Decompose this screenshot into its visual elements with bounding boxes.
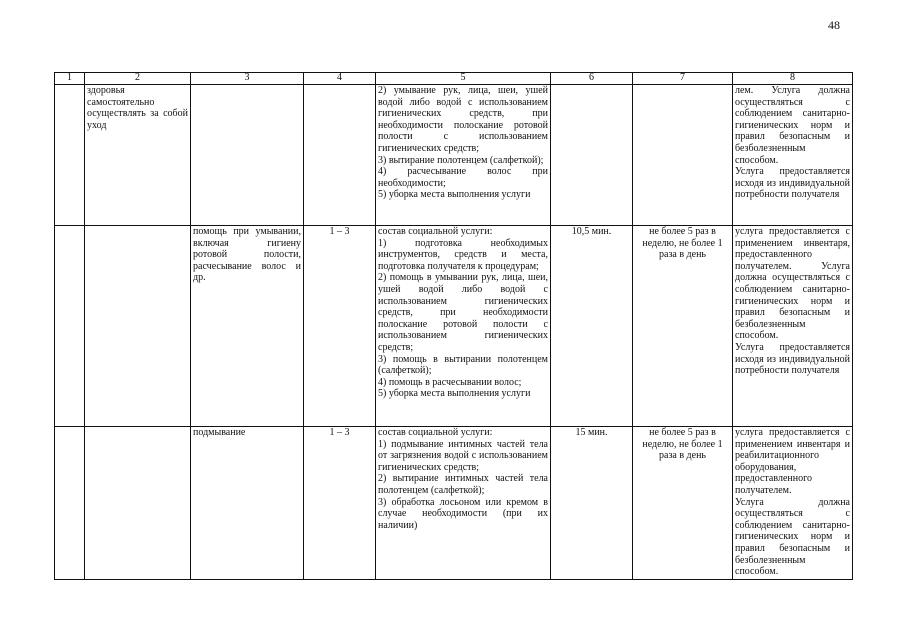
content-line: 1) подготовка необходимых инструментов, средств и места, подготовка получателя к процедурам; — [378, 237, 548, 272]
conditions-line: Услуга предоставляется исходя из индивидуальной потребности получателя — [735, 166, 850, 201]
cell-conditions — [733, 226, 853, 427]
col-header-8: 8 — [733, 73, 853, 85]
cell-service-category: здоровья самостоятельно осуществлять за собой уход — [85, 85, 191, 226]
col-header-4: 4 — [304, 73, 376, 85]
conditions-line: Услуга предоставляется исходя из индивидуальной потребности получателя — [735, 341, 850, 377]
table-row — [55, 85, 853, 226]
content-line: 1) подмывание интимных частей тела от загрязнения водой с использованием гигиенических средств; — [378, 438, 548, 473]
content-line: 3) вытирание полотенцем (салфеткой); — [378, 154, 544, 166]
cell-service-name: подмывание — [191, 427, 304, 580]
col-header-6: 6 — [551, 73, 633, 85]
col-header-7: 7 — [633, 73, 733, 85]
table-header-row — [55, 73, 853, 85]
cell-frequency: не более 5 раз в неделю, не более 1 раза в день — [633, 226, 733, 427]
conditions-line: лем. Услуга должна осуществляться с соблюдением санитарно-гигиенических норм и правил безопасным и безболезненным способом. — [735, 85, 850, 166]
content-line: 5) уборка места выполнения услуги — [378, 189, 531, 201]
content-line: 5) уборка места выполнения услуги — [378, 388, 531, 400]
col-header-3: 3 — [191, 73, 304, 85]
content-line: 3) обработка лосьоном или кремом в случае необходимости (при их наличии) — [378, 496, 548, 531]
col-header-5: 5 — [376, 73, 551, 85]
cell-service-category — [85, 226, 191, 427]
content-line: состав социальной услуги: — [378, 427, 493, 438]
col-header-1: 1 — [55, 73, 85, 85]
cell-conditions — [733, 427, 853, 580]
conditions-line: Услуга должна осуществляться с соблюдением санитарно-гигиенических норм и правил безопасным и безболезненным способом. — [735, 496, 850, 578]
services-table — [54, 72, 853, 580]
cell-duration: 15 мин. — [551, 427, 633, 580]
content-line: 2) вытирание интимных частей тела полотенцем (салфеткой); — [378, 473, 548, 496]
cell-number — [55, 226, 85, 427]
cell-group: 1 – 3 — [304, 427, 376, 580]
page-number: 48 — [828, 18, 840, 32]
content-line: 4) помощь в расчесывании волос; — [378, 376, 522, 388]
content-line: состав социальной услуги: — [378, 226, 493, 237]
cell-number — [55, 85, 85, 226]
cell-duration — [551, 85, 633, 226]
cell-number — [55, 427, 85, 580]
cell-service-name: помощь при умывании, включая гигиену ротовой полости, расчесывание волос и др. — [191, 226, 304, 427]
cell-conditions — [733, 85, 853, 226]
content-line: 2) умывание рук, лица, шеи, ушей водой либо водой с использованием гигиенических средств, при необходимости полоскание ротовой полости с использованием гигиенических средств; — [378, 85, 548, 154]
content-line: 3) помощь в вытирании полотенцем (салфеткой); — [378, 353, 548, 377]
cell-service-category — [85, 427, 191, 580]
cell-group: 1 – 3 — [304, 226, 376, 427]
content-line: 2) помощь в умывании рук, лица, шеи, ушей водой либо водой с использованием гигиенических средств, при необходимости полоскание ротовой полости с использованием гигиенических средств; — [378, 272, 548, 353]
cell-duration: 10,5 мин. — [551, 226, 633, 427]
conditions-line: услуга предоставляется с применением инвентаря и реабилитационного оборудования, предоставленного получателем. — [735, 427, 850, 496]
cell-frequency: не более 5 раз в неделю, не более 1 раза в день — [633, 427, 733, 580]
cell-group — [304, 85, 376, 226]
content-line: 4) расчесывание волос при необходимости; — [378, 166, 548, 189]
cell-service-content — [376, 226, 551, 427]
cell-service-content — [376, 427, 551, 580]
table-row — [55, 427, 853, 580]
col-header-2: 2 — [85, 73, 191, 85]
table-row — [55, 226, 853, 427]
conditions-line: услуга предоставляется с применением инвентаря, предоставленного получателем. Услуга должна осуществляться с соблюдением санитарно-гигиенических норм и правил безопасным и безболезненным способом. — [735, 226, 850, 342]
cell-frequency — [633, 85, 733, 226]
cell-service-content — [376, 85, 551, 226]
cell-service-name — [191, 85, 304, 226]
